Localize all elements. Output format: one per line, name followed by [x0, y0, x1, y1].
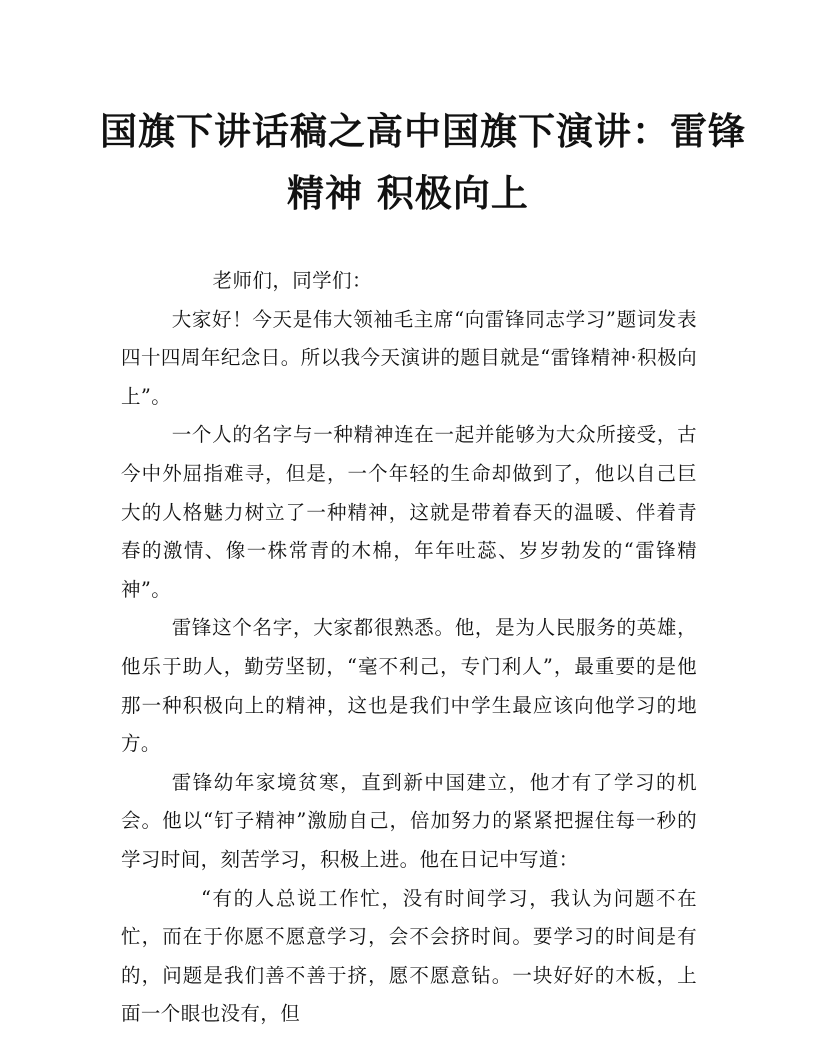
- greeting-paragraph: 老师们，同学们：: [212, 269, 372, 292]
- page-title-line-2: 精神 积极向上: [287, 171, 529, 215]
- paragraph-leifeng-hero: 雷锋这个名字，大家都很熟悉。他，是为人民服务的英雄，他乐于助人，勤劳坚韧，“毫不利己，专门利人”，最重要的是他那一种积极向上的精神，这也是我们中学生最应该向他学习的地方。: [121, 616, 697, 756]
- page-title-line-1: 国旗下讲话稿之高中国旗下演讲：雷锋: [100, 109, 746, 153]
- paragraph-leifeng-study: 雷锋幼年家境贫寒，直到新中国建立，他才有了学习的机会。他以“钉子精神”激励自己，倍加努力的紧紧把握住每一秒的学习时间，刻苦学习，积极上进。他在日记中写道：: [121, 770, 697, 871]
- paragraph-spirit: 一个人的名字与一种精神连在一起并能够为大众所接受，古今中外屈指难寻，但是，一个年轻的生命却做到了，他以自己巨大的人格魅力树立了一种精神，这就是带着春天的温暖、伴着青春的激情、像一株常青的木棉，年年吐蕊、岁岁勃发的“雷锋精神”。: [121, 423, 697, 601]
- paragraph-intro: 大家好！今天是伟大领袖毛主席“向雷锋同志学习”题词发表四十四周年纪念日。所以我今天演讲的题目就是“雷锋精神·积极向上”。: [121, 307, 697, 408]
- document-body: [121, 262, 697, 1034]
- paragraph-diary-quote: “有的人总说工作忙，没有时间学习，我认为问题不在忙，而在于你愿不愿意学习，会不会挤时间。要学习的时间是有的，问题是我们善不善于挤，愿不愿意钻。一块好好的木板，上面一个眼也没有，但: [121, 886, 697, 1026]
